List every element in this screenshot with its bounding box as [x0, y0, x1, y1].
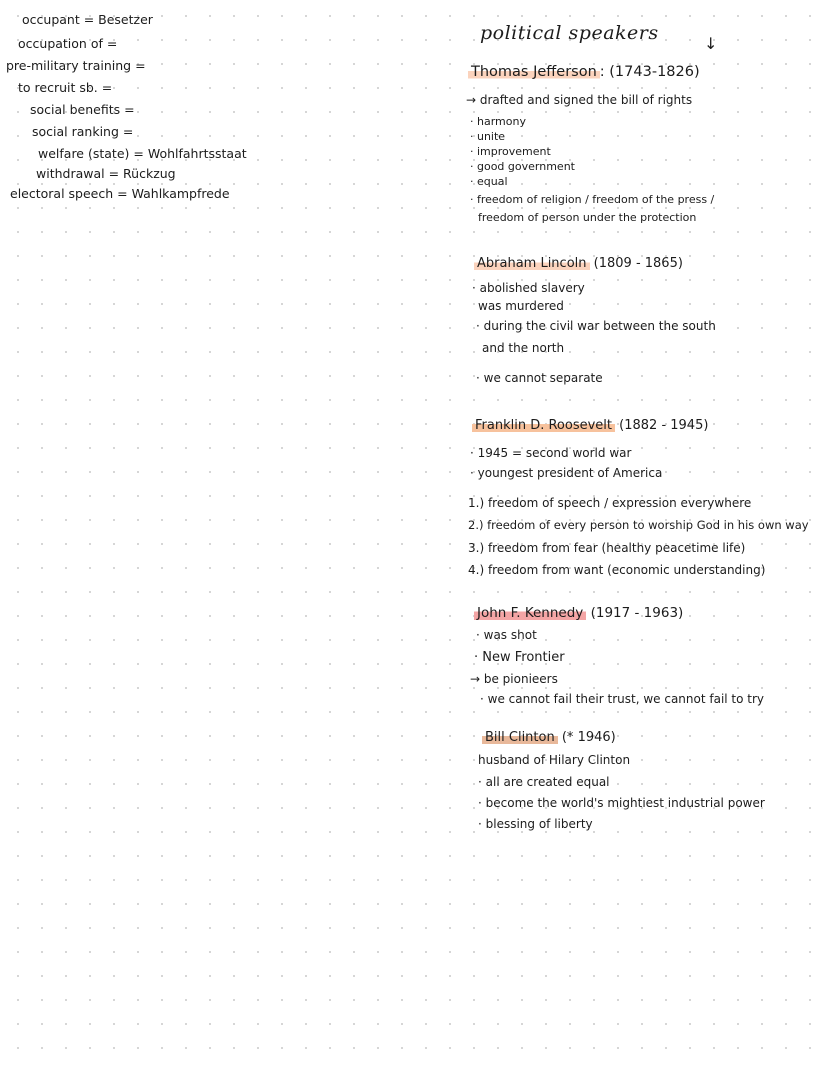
list-item: · equal: [470, 175, 508, 188]
list-item: → drafted and signed the bill of rights: [466, 93, 693, 107]
list-item: · good government: [470, 160, 575, 173]
arrow-down-icon: ↓: [704, 34, 718, 53]
list-item: freedom of person under the protection: [478, 211, 697, 224]
list-item: and the north: [482, 341, 565, 355]
list-item: · unite: [470, 130, 506, 143]
list-item: · harmony: [470, 115, 526, 128]
speaker-years: (* 1946): [561, 730, 616, 745]
list-item: 3.) freedom from fear (healthy peacetime life): [468, 541, 746, 555]
list-item: · during the civil war between the south: [476, 319, 716, 333]
list-item: 2.) freedom of every person to worship God in his own way: [468, 518, 809, 532]
speaker-name: Abraham Lincoln: [474, 256, 590, 271]
vocab-line: social ranking =: [32, 124, 134, 139]
vocab-line: pre-military training =: [6, 58, 146, 73]
speaker-years: (1882 - 1945): [619, 418, 709, 433]
vocab-line: occupant = Besetzer: [22, 12, 153, 27]
list-item: · improvement: [470, 145, 551, 158]
list-item: was murdered: [478, 299, 564, 313]
list-item: · blessing of liberty: [478, 817, 593, 831]
list-item: · we cannot separate: [476, 371, 603, 385]
list-item: · all are created equal: [478, 775, 610, 789]
vocab-line: welfare (state) = Wohlfahrtsstaat: [38, 146, 247, 161]
list-item: · youngest president of America: [470, 466, 663, 480]
vocab-line: occupation of =: [18, 36, 118, 51]
vocab-line: withdrawal = Rückzug: [36, 166, 176, 181]
vocab-line: electoral speech = Wahlkampfrede: [10, 186, 230, 201]
list-item: husband of Hilary Clinton: [478, 753, 631, 767]
list-item: 4.) freedom from want (economic understanding): [468, 563, 766, 577]
page-title: political speakers: [480, 22, 659, 44]
speaker-name: Bill Clinton: [482, 730, 558, 745]
speaker-name: Thomas Jefferson: [468, 64, 600, 80]
list-item: · New Frontier: [474, 650, 565, 665]
list-item: · 1945 = second world war: [470, 446, 632, 460]
list-item: → be pionieers: [470, 672, 558, 686]
list-item: · become the world's mightiest industrial power: [478, 796, 765, 810]
list-item: · freedom of religion / freedom of the press /: [470, 193, 715, 206]
list-item: · was shot: [476, 628, 537, 642]
speaker-years: (1809 - 1865): [593, 256, 683, 271]
speaker-years: (1917 - 1963): [590, 605, 684, 621]
list-item: · we cannot fail their trust, we cannot fail to try: [480, 692, 765, 706]
speaker-name: John F. Kennedy: [474, 605, 586, 621]
list-item: · abolished slavery: [472, 281, 585, 295]
list-item: 1.) freedom of speech / expression everywhere: [468, 496, 752, 510]
speaker-name: Franklin D. Roosevelt: [472, 418, 615, 433]
vocab-line: social benefits =: [30, 102, 135, 117]
vocab-line: to recruit sb. =: [18, 80, 113, 95]
speaker-years: : (1743-1826): [599, 64, 700, 80]
